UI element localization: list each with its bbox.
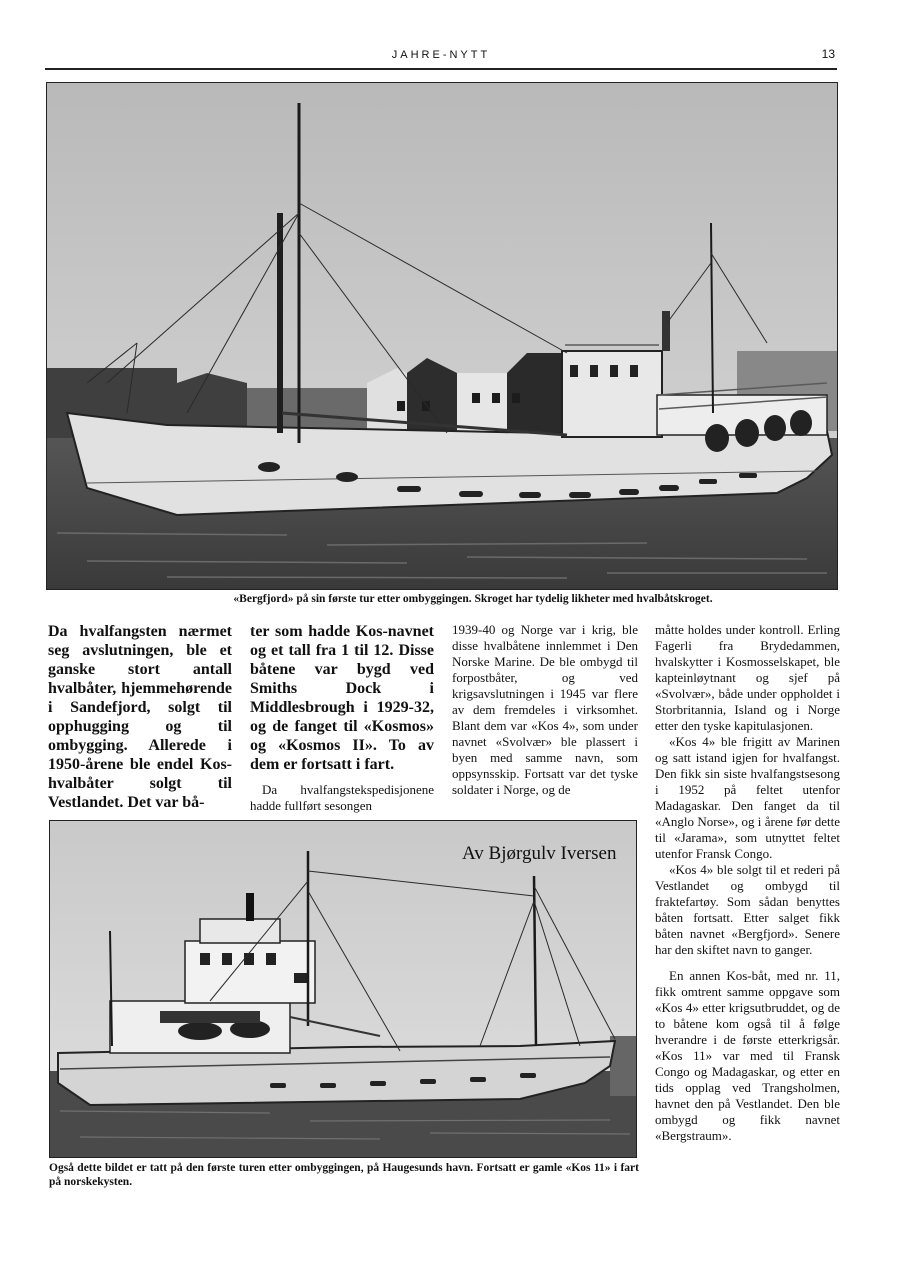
caption-top: «Bergfjord» på sin første tur etter ombyggingen. Skroget har tydelig likheter med hvalbåtskroget.	[233, 593, 713, 605]
body-paragraph-2: «Kos 4» ble frigitt av Marinen og satt istand igjen for hvalfangst. Den fikk sin siste hvalfangstsesong i 1952 på feltet utenfor Madagaskar. Den fanget da til «Anglo Norse», og i årene før dette til «Jarama», som utnyttet feltet utenfor Fransk Congo.	[655, 734, 840, 861]
running-title: JAHRE-NYTT	[391, 49, 491, 61]
body-paragraph-4: En annen Kos-båt, med nr. 11, fikk omtrent samme oppgave som «Kos 4» etter krigsutbruddet, og de to båtene kom også til å følge hverandre i de første etterkrigsår. «Kos 11» var med til Fransk Congo og Madagaskar, og etter en tids opplag ved Trangsholmen, havnet den på Vestlandet. Den ble ombygd og fikk navnet «Bergstraum».	[655, 968, 840, 1143]
page-number: 13	[821, 47, 835, 61]
caption-bottom: Også dette bildet er tatt på den første turen etter ombyggingen, på Haugesunds havn. Fortsatt er gamle «Kos 11» i fart på norskekysten.	[49, 1162, 639, 1188]
page-header	[45, 44, 837, 70]
column-1	[48, 622, 232, 812]
body-paragraph-3: «Kos 4» ble solgt til et rederi på Vestlandet og ombygd til fraktefartøy. Som sådan benyttes båten fortsatt. Etter salget fikk båten navnet «Bergfjord». Senere har den skiftet navn to ganger.	[655, 862, 840, 957]
body-text-3: 1939-40 og Norge var i krig, ble disse hvalbåtene innlemmet i Den Norske Marine. De ble ombygd til forpostbåter, og ved krigsavslutningen i 1945 var flere av dem fremdeles i virksomhet. Blant dem var «Kos 4», som under navnet «Svolvær» ble plassert i byen med samme navn, som oppsynsskip. Fortsatt var det tyske soldater i Norge, og de	[452, 622, 638, 797]
column-3	[452, 622, 638, 798]
column-4	[655, 622, 840, 1144]
lead-text-1: Da hvalfangsten nærmet seg avslutningen, ble et ganske stort antall hvalbåter, hjemmehørende i Sandefjord, solgt til opphugging og til ombygging. Allerede i 1950-årene ble endel Kos-hvalbåter solgt til Vestlandet. Det var bå-	[48, 623, 232, 811]
body-paragraph-1: måtte holdes under kontroll. Erling Fagerli fra Brydedammen, hvalskytter i Kosmosselskapet, ble kapteinløytnant og sjef på «Svolvær», både under oppholdet i Storbritannia, Island og i Norge etter den tyske kapitulasjonen.	[655, 622, 840, 733]
lead-text-2: ter som hadde Kos-navnet og et tall fra 1 til 12. Disse båtene var bygd ved Smiths Dock i Middlesbrough i 1929-32, og de fanget til «Kosmos» og «Kosmos II». To av dem er fortsatt i fart.	[250, 623, 434, 773]
photo-bergfjord	[46, 82, 838, 590]
author-byline: Av Bjørgulv Iversen	[462, 843, 617, 864]
column-2	[250, 622, 434, 814]
body-text-2: Da hvalfangstekspedisjonene hadde fullført sesongen	[250, 782, 434, 813]
photo-kos11	[49, 820, 637, 1158]
